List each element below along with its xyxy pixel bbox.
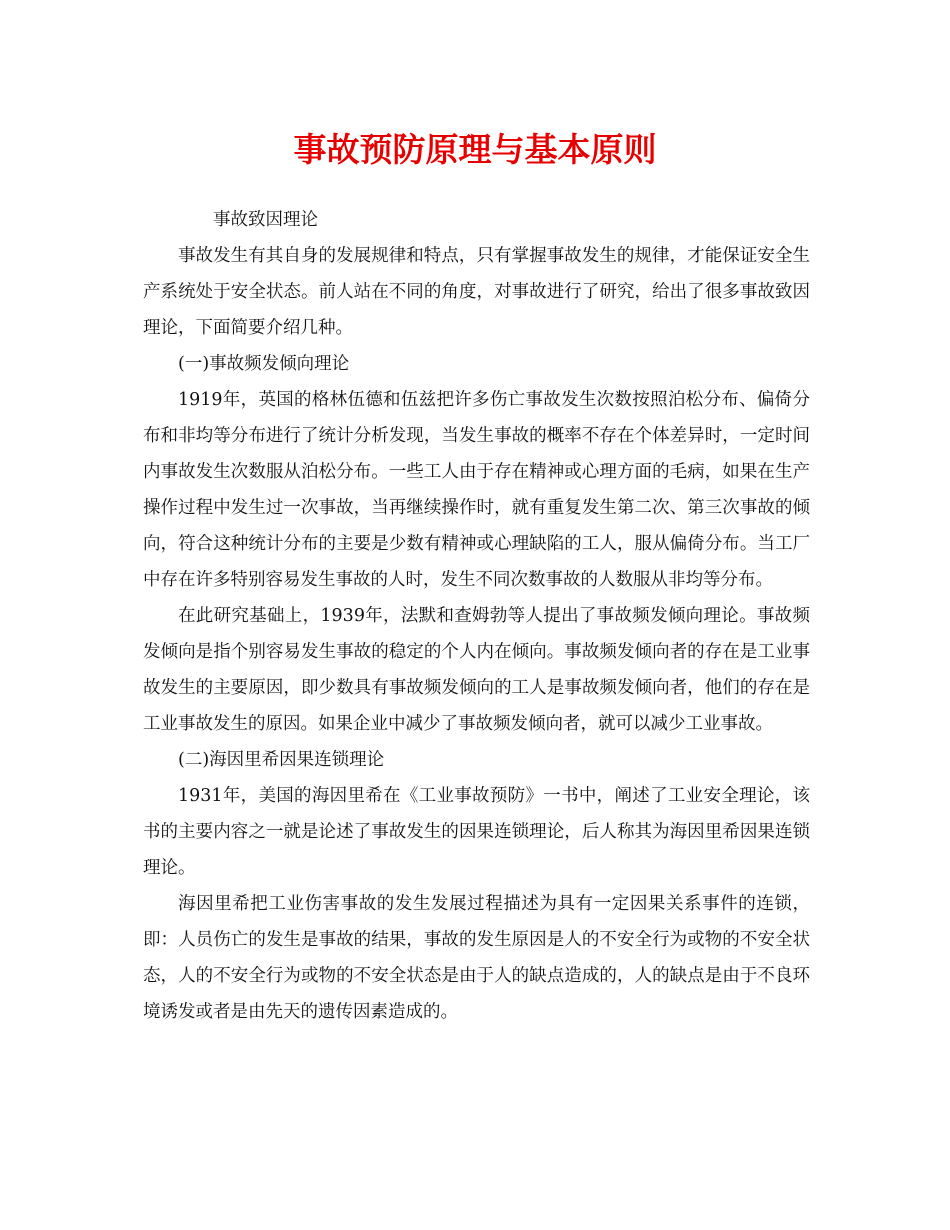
subheading-accident-proneness: (一)事故频发倾向理论 [178,354,350,374]
document-body [143,202,810,1030]
paragraph-1931-heinrich: 1931年，美国的海因里希在《工业事故预防》一书中，阐述了工业安全理论，该书的主要内容之一就是论述了事故发生的因果连锁理论，后人称其为海因里希因果连锁理论。 [143,786,810,878]
paragraph-1919-study: 1919年，英国的格林伍德和伍兹把许多伤亡事故发生次数按照泊松分布、偏倚分布和非均等分布进行了统计分析发现，当发生事故的概率不存在个体差异时，一定时间内事故发生次数服从泊松分布。一些工人由于存在精神或心理方面的毛病，如果在生产操作过程中发生过一次事故，当再继续操作时，就有重复发生第二次、第三次事故的倾向，符合这种统计分布的主要是少数有精神或心理缺陷的工人，服从偏倚分布。当工厂中存在许多特别容易发生事故的人时，发生不同次数事故的人数服从非均等分布。 [143,390,810,590]
document-title: 事故预防原理与基本原则 [293,130,657,169]
section-heading: 事故致因理论 [213,210,318,230]
paragraph-chain-description: 海因里希把工业伤害事故的发生发展过程描述为具有一定因果关系事件的连锁，即：人员伤亡的发生是事故的结果，事故的发生原因是人的不安全行为或物的不安全状态，人的不安全行为或物的不安全状态是由于人的缺点造成的，人的缺点是由于不良环境诱发或者是由先天的遗传因素造成的。 [143,894,810,1022]
subheading-heinrich-chain: (二)海因里希因果连锁理论 [178,750,385,770]
paragraph-1939-theory: 在此研究基础上，1939年，法默和查姆勃等人提出了事故频发倾向理论。事故频发倾向是指个别容易发生事故的稳定的个人内在倾向。事故频发倾向者的存在是工业事故发生的主要原因，即少数具有事故频发倾向的工人是事故频发倾向者，他们的存在是工业事故发生的原因。如果企业中减少了事故频发倾向者，就可以减少工业事故。 [143,606,810,734]
paragraph-intro: 事故发生有其自身的发展规律和特点，只有掌握事故发生的规律，才能保证安全生产系统处于安全状态。前人站在不同的角度，对事故进行了研究，给出了很多事故致因理论，下面简要介绍几种。 [143,246,810,338]
